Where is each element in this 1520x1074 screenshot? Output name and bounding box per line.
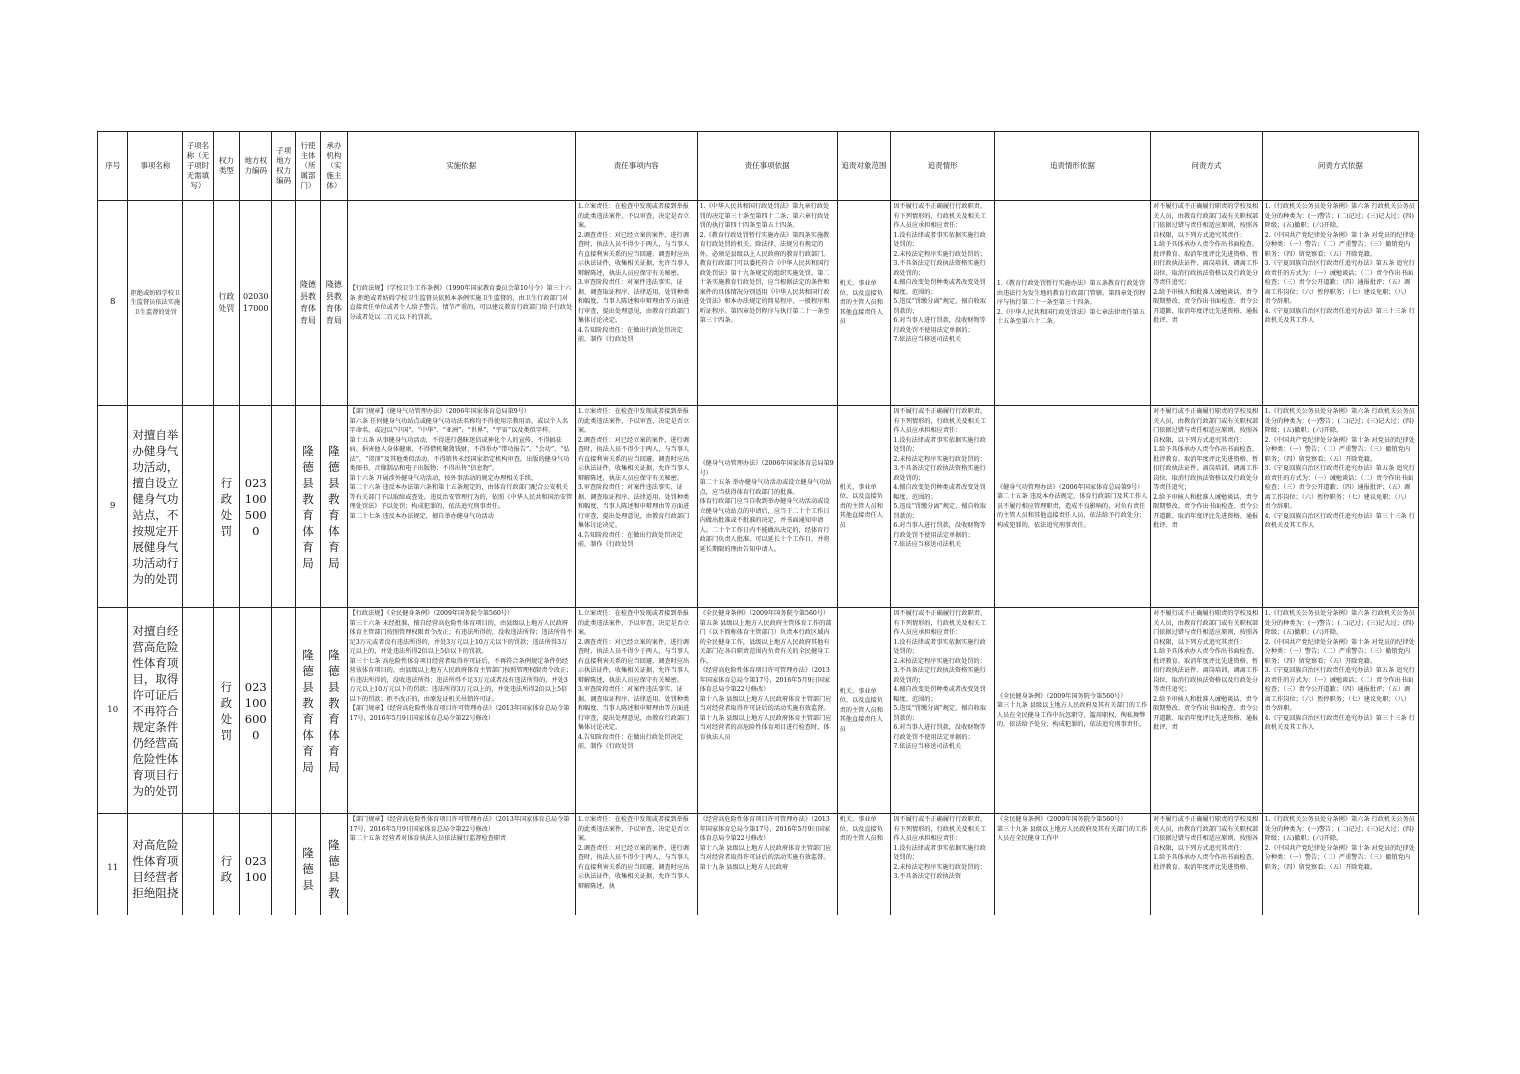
header-row	[98, 132, 1419, 201]
header-cell: 子项地方权力编码	[272, 132, 295, 201]
power-type-cell: 行政处罚	[213, 406, 239, 608]
sub-item-cell	[183, 608, 213, 814]
seq-cell: 9	[98, 406, 128, 608]
content-cell: 1.立案责任：在检查中发现或者接到举报的此类违法案件，予以审查，决定是否立案。 2.调查责任：对已经立案的案件，进行调查时，执法人员不得少于两人，与当事人有直接利害关系的应当回避。调查时应出示执法证件，收集相关证据，允许当事人辩解陈述，执法人员应保守有关秘密。 3.审查阶段责任：对案件违法事实、证据、调查取证程序、法律适用、处罚种类和幅度、当事人陈述和申辩理由等方面进行审查，提出处理意见，由教育行政部门集体讨论决定。 4.告知阶段责任：在做出行政处罚决定前，制作《行政处罚	[577, 408, 690, 548]
content-cell: 1.立案责任：在检查中发现或者接到举报的此类违法案件，予以审查，决定是否立案。 2.调查责任：对已经立案的案件，进行调查时，执法人员不得少于两人，与当事人有直接利害关系的应当回避。调查时应出示执法证件，收集相关证据，允许当事人辩解陈述，执	[577, 816, 690, 890]
table-row	[98, 201, 1419, 406]
header-cell: 追责情形	[891, 132, 994, 201]
method-basis-cell: 1.《行政机关公务员处分条例》第六条 行政机关公务员处分的种类为：(一)警告；(二)记过；(三)记大过；(四)降级；(五)撤职；(六)开除。 2.《中国共产党纪律处分条例》第十条 对党员的纪律处分种类：（一）警告；（二）严重警告；（三）撤销党内职务；（四）留党察看；（五）开除党籍。 3.《宁夏回族自治区行政责任追究办法》第五条 追究行政责任的方式为：（一）诫勉谈话；（二）责令作出书面检查；（三）责令公开道歉；（四）通报批评；（五）调离工作岗位；（六）暂停职务；（七）建议免职；（八）责令辞职。 4.《宁夏回族自治区行政责任追究办法》第三十三条 行政机关及其工作人	[1264, 408, 1415, 529]
dept-cell: 隆德县教育体育局	[295, 201, 320, 406]
spreadsheet-page	[97, 131, 1419, 915]
item-name-cell: 对擅自举办健身气功活动，擅自设立健身气功站点，不按规定开展健身气功活动行为的处罚	[128, 406, 183, 608]
header-cell: 行使主体（所属部门）	[295, 132, 320, 201]
power-type-cell: 行政处罚	[213, 201, 239, 406]
header-cell: 追责对象范围	[837, 132, 891, 201]
power-code-cell: 0231006000	[240, 608, 272, 814]
header-cell: 责任事项内容	[575, 132, 697, 201]
scope-cell: 机关、事业单位、以及直接负责的主管人员和	[839, 816, 883, 842]
resp-basis-cell: 《健身气功管理办法》（2006年国家体育总局第9号） 第二十五条 举办健身气功活动或设立健身气功站点，应当获得体育行政部门的批准。 体育行政部门应当自收到举办健身气功活动或设立健身气功站点的申请后，应当于二十个工作日内做出批准或不批准的决定，并书面通知申请人。二十个工作日内不能做出决定的，经体育行政部门负责人批准，可以延长十个工作日，并将延长期限的理由告知申请人。	[699, 460, 834, 553]
power-code-cell: 0203017000	[240, 201, 272, 406]
power-code-cell: 023100	[240, 814, 272, 916]
table-row	[98, 814, 1419, 916]
situation-basis-cell: 《全民健身条例》（2009年国务院令第560号） 第三十九条 县级以上地方人民政府及其有关部门的工作人员在全民健身工作中	[996, 816, 1148, 842]
situation-basis-cell: 1.《教育行政处罚暂行实施办法》第五条教育行政处罚由违法行为发生地的教育行政部门管辖。第四章处罚程序与执行第二十一条至第三十四条。 2.《中华人民共和国行政处罚法》第七章法律责任第五十五条至第六十二条。	[996, 280, 1146, 326]
situation-cell: 因不履行或不正确履行行政职责，有下列情形的，行政机关及相关工作人员应承担相应责任： 1.没有法律或者事实依据实施行政处罚的； 2.未按法定程序实施行政处罚的； 3.不具备法定行政执法资格实施行政处罚的； 4.擅自改变处罚种类或者改变处罚幅度、范围的； 5.违反“罚缴分离”规定，擅自收取罚款的； 6.对当事人进行罚款，没收财物等行政处罚不使用法定单据的； 7.依法应当移送司法机关	[893, 610, 987, 750]
sub-item-cell	[183, 814, 213, 916]
resp-basis-cell: 《经营高危险性体育项目许可管理办法》（2013年国家体育总局令第17号，2016年5月9日国家体育总局令第22号修改） 第十八条 县级以上地方人民政府体育主管部门应当对经营者取得许可证后的活动实施有效监督。 第十九条 县级以上地方人民政府	[699, 816, 832, 871]
table-row	[98, 608, 1419, 814]
power-type-cell: 行政	[213, 814, 239, 916]
content-cell: 1.立案责任：在检查中发现或者接到举报的此类违法案件，予以审查，决定是否立案。 2.调查责任：对已经立案的案件，进行调查时，执法人员不得少于两人，与当事人有直接利害关系的应当回避。调查时应出示执法证件，收集相关证据，允许当事人辩解陈述，执法人员应保守有关秘密。 3.审查阶段责任：对案件违法事实、证据、调查取证程序、法律适用、处罚种类和幅度、当事人陈述和申辩理由等方面进行审查，提出处理意见，由教育行政部门集体讨论决定。 4.告知阶段责任：在做出行政处罚决定前，制作《行政处罚	[577, 203, 690, 343]
resp-basis-cell: 1.《中华人民共和国行政处罚法》第九章行政处罚的决定第三十条至第四十二条；第六章行政处罚的执行第四十四条至第五十四条。 2.《教育行政处罚暂行实施办法》第四条实施教育行政处罚的机关，除法律、法规另有规定的外，必须是县级以上人民政府的教育行政部门。教育行政部门可以委托符合《中华人民共和国行政处罚法》第十九条规定的组织实施处罚。第二十条实施教育行政处罚，应当根据法定的条件和案件的具体情况分别适用《中华人民共和国行政处罚法》和本办法规定的简易程序、一般程序和听证程序。第四章处罚程序与执行第二十一条至第三十四条。	[699, 203, 830, 324]
method-cell: 对不履行或不正确履行职责的学校及相关人员，由教育行政部门或有关职权部门依据过错与责任相适应原则，按照各自权限，以下列方式追究其责任： 1.给予具体承办人责令作出书面检查、批评教育、取消年度评比先进资格、暂扣行政执法证件、离岗培训、调离工作岗位、取消行政执法资格以及行政处分等责任追究； 2.给予审核人和批准人诫勉谈话、责令限期整改、责令作出书面检查、责令公开道歉、取消年度评比先进资格、通报批评、责	[1153, 203, 1259, 324]
sub-code-cell	[272, 406, 295, 608]
org-cell: 隆德县教	[321, 814, 347, 916]
seq-cell: 8	[98, 201, 128, 406]
basis-cell: 【行政法规】《全民健身条例》（2009年国务院令第560号） 第三十六条 未经批准，擅自经营高危险性体育项目的，由县级以上地方人民政府体育主管部门按照管理权限责令改正；有违法所得的，没收违法所得；违法所得不足3万元或者没有违法所得的，并处3万元以上10万元以下的罚款；违法所得3万元以上的，并处违法所得2倍以上5倍以下的罚款。 第三十七条 高危险性体育项目经营者取得许可证后，不再符合条例规定条件仍经营该体育项目的，由县级以上地方人民政府体育主管部门按照管理权限责令改正；有违法所得的，没收违法所得；违法所得不足3万元或者没有违法所得的，并处3万元以上10万元以下的罚款；违法所得3万元以上的，并处违法所得2倍以上5倍以下的罚款；拒不改正的，由原发证机关吊销许可证。 【部门规章】《经营高危险性体育项目许可管理办法》（2013年国家体育总局令第17号，2016年5月9日国家体育总局令第22号修改）	[349, 610, 573, 722]
org-cell: 隆德县教育体育局	[321, 201, 347, 406]
seq-cell: 10	[98, 608, 128, 814]
power-code-cell: 0231005000	[240, 406, 272, 608]
situation-cell: 因不履行或不正确履行行政职责，有下列情形的，行政机关及相关工作人员应承担相应责任： 1.没有法律或者事实依据实施行政处罚的； 2.未按法定程序实施行政处罚的； 3.不具备法定行政执法资	[893, 816, 987, 880]
method-cell: 对不履行或不正确履行职责的学校及相关人员，由教育行政部门或有关职权部门依据过错与责任相适应原则，按照各自权限，以下列方式追究其责任： 1.给予具体承办人责令作出书面检查、批评教育、取消年度评比先进资格、	[1153, 816, 1259, 871]
situation-basis-cell: 《全民健身条例》（2009年国务院令第560号） 第三十九条 县级以上地方人民政府及其有关部门的工作人员在全民健身工作中玩忽职守、滥用职权、徇私舞弊的，依法给予处分；构成犯罪的，依法追究刑事责任。	[996, 692, 1148, 728]
item-name-cell: 拒绝或妨碍学校卫生监督员依法实施卫生监督的处罚	[128, 201, 183, 406]
basis-cell: 【行政法规】《学校卫生工作条例》（1990年国家教育委员会第10号令）第三十六条 拒绝或者妨碍学校卫生监督员依照本条例实施卫生监督的，由卫生行政部门对直接责任单位或者个人给予警告。情节严重的，可以建议教育行政部门给予行政处分或者处以二百元以下的罚款。	[349, 285, 573, 321]
org-cell: 隆德县教育体育局	[321, 406, 347, 608]
header-cell: 权力类型	[213, 132, 239, 201]
header-cell: 事项名称	[128, 132, 183, 201]
sub-item-cell	[183, 406, 213, 608]
dept-cell: 隆德县	[295, 814, 320, 916]
scope-cell: 机关、事业单位、以及直接负责的主管人员和其他直接责任人员	[839, 687, 883, 733]
sub-item-cell	[183, 201, 213, 406]
content-cell: 1.立案责任：在检查中发现或者接到举报的此类违法案件，予以审查，决定是否立案。 2.调查责任：对已经立案的案件，进行调查时，执法人员不得少于两人，与当事人有直接利害关系的应当回避。调查时应出示执法证件，收集相关证据，允许当事人辩解陈述，执法人员应保守有关秘密。 3.审查阶段责任：对案件违法事实、证据、调查取证程序、法律适用、处罚种类和幅度、当事人陈述和申辩理由等方面进行审查，提出处理意见，由教育行政部门集体讨论决定。 4.告知阶段责任：在做出行政处罚决定前，制作《行政处罚	[577, 610, 690, 750]
resp-basis-cell: 《全民健身条例》（2009年国务院令第560号） 第五条 县级以上地方人民政府主管体育工作的部门（以下简称体育主管部门）负责本行政区域内的全民健身工作，县级以上地方人民政府其他有关部门在各自职责范围内负责有关的全民健身工作。 《经营高危险性体育项目许可管理办法》（2013年国家体育总局令第17号，2016年5月9日国家体育总局令第22号修改） 第十八条 县级以上地方人民政府体育主管部门应当对经营者取得许可证后的活动实施有效监督。 第十九条 县级以上地方人民政府体育主管部门应当对经营者的高危险性体育项目进行检查时，体育执法人员	[699, 610, 832, 741]
header-cell: 序号	[98, 132, 128, 201]
situation-cell: 因不履行或不正确履行行政职责，有下列情形的，行政机关及相关工作人员应承担相应责任： 1.没有法律或者事实依据实施行政处罚的； 2.未按法定程序实施行政处罚的； 3.不具备法定行政执法资格实施行政处罚的； 4.擅自改变处罚种类或者改变处罚幅度、范围的； 5.违反“罚缴分离”规定，擅自收取罚款的； 6.对当事人进行罚款，没收财物等行政处罚不使用法定单据的； 7.依法应当移送司法机关	[893, 408, 987, 548]
header-cell: 地方权力编码	[240, 132, 272, 201]
method-basis-cell: 1.《行政机关公务员处分条例》第六条 行政机关公务员处分的种类为：(一)警告；(二)记过；(三)记大过；(四)降级；(五)撤职；(六)开除。 2.《中国共产党纪律处分条例》第十条 对党员的纪律处分种类：（一）警告；（二）严重警告；（三）撤销党内职务；（四）留党察看；（五）开除党籍。	[1264, 816, 1415, 871]
method-cell: 对不履行或不正确履行职责的学校及相关人员，由教育行政部门或有关职权部门依据过错与责任相适应原则，按照各自权限，以下列方式追究其责任： 1.给予具体承办人责令作出书面检查、批评教育、取消年度评比先进资格、暂扣行政执法证件、离岗培训、调离工作岗位、取消行政执法资格以及行政处分等责任追究； 2.给予审核人和批准人诫勉谈话、责令限期整改、责令作出书面检查、责令公开道歉、取消年度评比先进资格、通报批评、责	[1153, 610, 1259, 731]
power-type-cell: 行政处罚	[213, 608, 239, 814]
method-cell: 对不履行或不正确履行职责的学校及相关人员，由教育行政部门或有关职权部门依据过错与责任相适应原则，按照各自权限，以下列方式追究其责任： 1.给予具体承办人责令作出书面检查、批评教育、取消年度评比先进资格、暂扣行政执法证件、离岗培训、调离工作岗位、取消行政执法资格以及行政处分等责任追究； 2.给予审核人和批准人诫勉谈话、责令限期整改、责令作出书面检查、责令公开道歉、取消年度评比先进资格、通报批评、责	[1153, 408, 1259, 529]
sub-code-cell	[272, 814, 295, 916]
dept-cell: 隆德县教育体育局	[295, 406, 320, 608]
header-cell: 问责方式依据	[1262, 132, 1418, 201]
header-cell: 子项名称（无子项时无需填写）	[183, 132, 213, 201]
table-row	[98, 406, 1419, 608]
header-cell: 实施依据	[347, 132, 575, 201]
org-cell: 隆德县教育体育局	[321, 608, 347, 814]
header-cell: 承办机构（实施主体）	[321, 132, 347, 201]
header-cell: 责任事项依据	[697, 132, 837, 201]
basis-cell: 【部门规章】《健身气功管理办法》（2006年国家体育总局第9号） 第六条 任何健身气功站点或健身气功功法名称均不得使用宗教用语，或以个人名字命名，或冠以“中国”、“中华”、“亚洲”、“世界”、“宇宙”以及类似字样。 第十五条 从事健身气功活动，不得进行愚昧迷信或神化个人的宣传，不得搞祛病、捐害他人身体健康，不得借机聚敛钱财，不得举办“带功报告”、“会功”、“弘法”，“贯顶”及其他类似活动。不得销售未经国家指定机构审查，出版的健身气功类图书、音像制品和电子出版物；不得出售“信息物”。 第十六条 开展涉外健身气功活动，按外事活动的规定办理相关手续。 第二十六条 违反本办法第六条和第十五条规定的，由体育行政部门配合公安机关等有关部门予以取缔或查处。违反治安管理行为的，依照《中华人民共和国治安管理处罚法》予以处罚；构成犯罪的，依法追究刑事责任。 第二十七条 违反本办法规定，擅自举办健身气功活动	[349, 408, 573, 520]
situation-cell: 因不履行或不正确履行行政职责，有下列情形的，行政机关及相关工作人员应承担相应责任： 1.没有法律或者事实依据实施行政处罚的； 2.未按法定程序实施行政处罚的； 3.不具备法定行政执法资格实施行政处罚的； 4.擅自改变处罚种类或者改变处罚幅度、范围的； 5.违反“罚缴分离”规定，擅自收取罚款的； 6.对当事人进行罚款，没收财物等行政处罚不使用法定单据的； 7.依法应当移送司法机关	[893, 203, 987, 343]
sub-code-cell	[272, 201, 295, 406]
seq-cell: 11	[98, 814, 128, 916]
method-basis-cell: 1.《行政机关公务员处分条例》第六条 行政机关公务员处分的种类为：(一)警告；(二)记过；(三)记大过；(四)降级；(五)撤职；(六)开除。 2.《中国共产党纪律处分条例》第十条 对党员的纪律处分种类：（一）警告；（二）严重警告；（三）撤销党内职务；（四）留党察看；（五）开除党籍。 3.《宁夏回族自治区行政责任追究办法》第五条 追究行政责任的方式为：（一）诫勉谈话；（二）责令作出书面检查；（三）责令公开道歉；（四）通报批评；（五）调离工作岗位；（六）暂停职务；（七）建议免职；（八）责令辞职。 4.《宁夏回族自治区行政责任追究办法》第三十三条 行政机关及其工作人	[1264, 610, 1415, 731]
scope-cell: 机关、事业单位、以及直接负责的主管人员和其他直接责任人员	[839, 280, 883, 326]
header-cell: 追责情形依据	[994, 132, 1150, 201]
method-basis-cell: 1.《行政机关公务员处分条例》第六条 行政机关公务员处分的种类为：(一)警告；(二)记过；(三)记大过；(四)降级；(五)撤职；(六)开除。 2.《中国共产党纪律处分条例》第十条 对党员的纪律处分种类：（一）警告；（二）严重警告；（三）撤销党内职务；（四）留党察看；（五）开除党籍。 3.《宁夏回族自治区行政责任追究办法》第五条 追究行政责任的方式为：（一）诫勉谈话；（二）责令作出书面检查；（三）责令公开道歉；（四）通报批评；（五）调离工作岗位；（六）暂停职务；（七）建议免职；（八）责令辞职。 4.《宁夏回族自治区行政责任追究办法》第三十三条 行政机关及其工作人	[1264, 203, 1415, 324]
scope-cell: 机关、事业单位、以及直接负责的主管人员和其他直接责任人员	[839, 483, 883, 529]
basis-cell: 【部门规章】《经营高危险性体育项目许可管理办法》（2013年国家体育总局令第17号，2016年5月9日国家体育总局令第22号修改） 第二十五条 经营者对体育执法人员依法履行监督检查职责	[349, 816, 570, 842]
situation-basis-cell: 《健身气功管理办法》（2006年国家体育总局第9号） 第二十五条 违反本办法规定，体育行政部门及其工作人员不履行相应管理职责，造成不良影响的，对负有责任的主管人员和其他直接责任人员，依法给予行政处分；构成犯罪的，依法追究刑事责任。	[996, 483, 1148, 529]
item-name-cell: 对擅自经营高危险性体育项目，取得许可证后不再符合规定条件仍经营高危险性体育项目行为的处罚	[128, 608, 183, 814]
item-name-cell: 对高危险性体育项目经营者拒绝阻挠	[128, 814, 183, 916]
responsibility-table	[97, 131, 1419, 915]
sub-code-cell	[272, 608, 295, 814]
header-cell: 问责方式	[1151, 132, 1263, 201]
dept-cell: 隆德县教育体育局	[295, 608, 320, 814]
